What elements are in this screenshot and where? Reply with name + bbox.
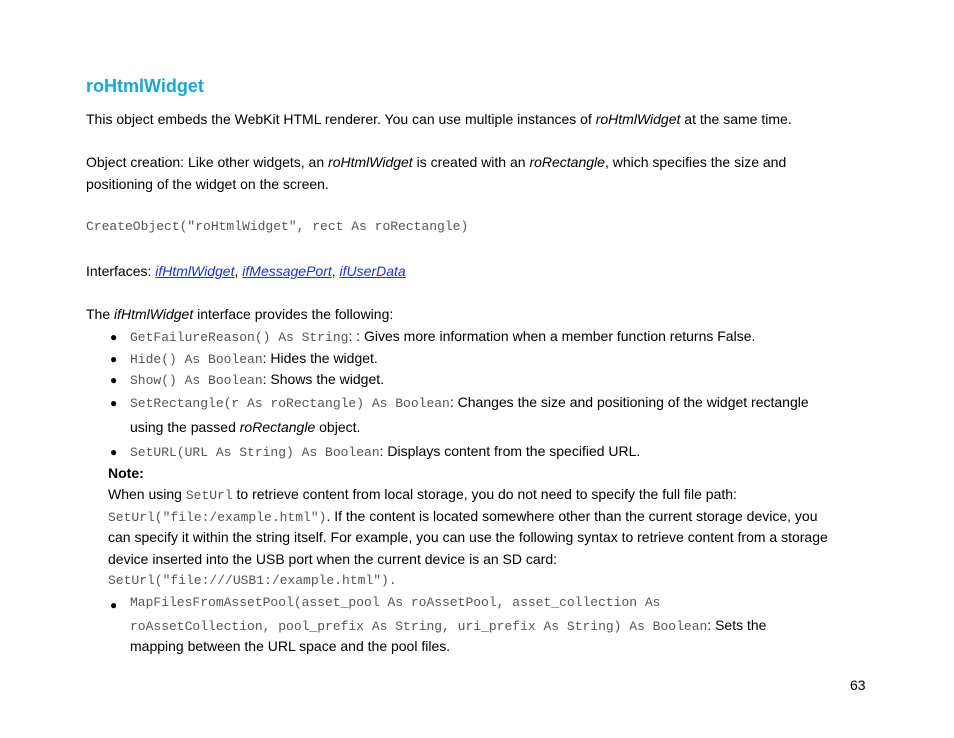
page-title: roHtmlWidget bbox=[86, 76, 204, 96]
provides-text: The bbox=[86, 306, 115, 322]
note-text: . If the content is located somewhere other than the current storage device, you bbox=[326, 508, 818, 524]
method-code: GetFailureReason() As String bbox=[130, 330, 349, 345]
intro-emphasis: roHtmlWidget bbox=[595, 111, 681, 127]
creation-paragraph-line1 bbox=[86, 153, 786, 171]
method-code: Show() As Boolean bbox=[130, 373, 263, 388]
creation-text-1: Object creation: Like other widgets, an bbox=[86, 154, 329, 170]
note-code-usb: SetUrl("file:///USB1:/example.html"). bbox=[108, 573, 397, 588]
creation-text-2: is created with an bbox=[412, 154, 530, 170]
bullet-icon: ● bbox=[110, 445, 118, 459]
note-code: SetUrl bbox=[185, 488, 233, 503]
method-desc: : Sets the bbox=[707, 617, 767, 633]
note-text: When using bbox=[108, 486, 186, 502]
interfaces-label: Interfaces: bbox=[86, 263, 152, 279]
creation-paragraph-line2: positioning of the widget on the screen. bbox=[86, 176, 329, 192]
intro-text: This object embeds the WebKit HTML renderer. You can use multiple instances of bbox=[86, 111, 596, 127]
method-desc: : : Gives more information when a member function returns False. bbox=[348, 328, 756, 344]
bullet-icon: ● bbox=[110, 598, 118, 612]
note-line2 bbox=[108, 507, 818, 527]
note-code: SetUrl("file:/example.html") bbox=[108, 510, 327, 525]
bullet-icon: ● bbox=[110, 330, 118, 344]
map-method-line2 bbox=[130, 616, 766, 636]
bullet-icon: ● bbox=[110, 352, 118, 366]
note-line3: can specify it within the string itself. For example, you can use the following syntax to retrieve content from a storage bbox=[108, 529, 828, 545]
method-item bbox=[130, 349, 378, 369]
link-ifhtmlwidget[interactable]: ifHtmlWidget bbox=[155, 263, 235, 279]
method-item bbox=[130, 442, 640, 462]
method-desc-emphasis: roRectangle bbox=[239, 419, 316, 435]
creation-emphasis-1: roHtmlWidget bbox=[328, 154, 413, 170]
note-label: Note: bbox=[108, 465, 144, 481]
map-method-code-line2: roAssetCollection, pool_prefix As String, uri_prefix As String) As Boolean bbox=[130, 619, 708, 634]
creation-emphasis-2: roRectangle bbox=[529, 154, 605, 170]
method-desc: : Changes the size and positioning of the widget rectangle bbox=[449, 394, 809, 410]
intro-paragraph bbox=[86, 110, 792, 128]
link-ifmessageport[interactable]: ifMessagePort bbox=[242, 263, 332, 279]
creation-text-3: , which specifies the size and bbox=[604, 154, 787, 170]
provides-emphasis: ifHtmlWidget bbox=[114, 306, 194, 322]
method-desc-end: object. bbox=[315, 419, 361, 435]
map-method-code-line1: MapFilesFromAssetPool(asset_pool As roAssetPool, asset_collection As bbox=[130, 595, 661, 610]
method-desc: : Hides the widget. bbox=[262, 350, 378, 366]
bullet-icon: ● bbox=[110, 373, 118, 387]
interfaces-line: Interfaces: ifHtmlWidget, ifMessagePort, ifUserData bbox=[86, 263, 406, 279]
method-desc: : Displays content from the specified URL. bbox=[379, 443, 641, 459]
provides-text-end: interface provides the following: bbox=[193, 306, 394, 322]
create-object-code: CreateObject("roHtmlWidget", rect As roRectangle) bbox=[86, 219, 469, 234]
method-code: Hide() As Boolean bbox=[130, 352, 263, 367]
map-method-line3: mapping between the URL space and the pool files. bbox=[130, 638, 451, 654]
method-desc: : Shows the widget. bbox=[262, 371, 385, 387]
page-number: 63 bbox=[850, 677, 866, 693]
method-item bbox=[130, 327, 755, 347]
link-ifuserdata[interactable]: ifUserData bbox=[339, 263, 406, 279]
intro-text-end: at the same time. bbox=[680, 111, 792, 127]
method-item bbox=[130, 393, 809, 413]
method-item-continuation bbox=[130, 418, 360, 436]
note-text: to retrieve content from local storage, you do not need to specify the full file path: bbox=[232, 486, 737, 502]
method-desc-cont: using the passed bbox=[130, 419, 240, 435]
method-code: SetURL(URL As String) As Boolean bbox=[130, 445, 380, 460]
note-line4: device inserted into the USB port when the current device is an SD card: bbox=[108, 551, 558, 567]
bullet-icon: ● bbox=[110, 396, 118, 410]
provides-line bbox=[86, 305, 393, 323]
method-code: SetRectangle(r As roRectangle) As Boolean bbox=[130, 396, 450, 411]
method-item bbox=[130, 370, 384, 390]
note-line1 bbox=[108, 485, 737, 505]
